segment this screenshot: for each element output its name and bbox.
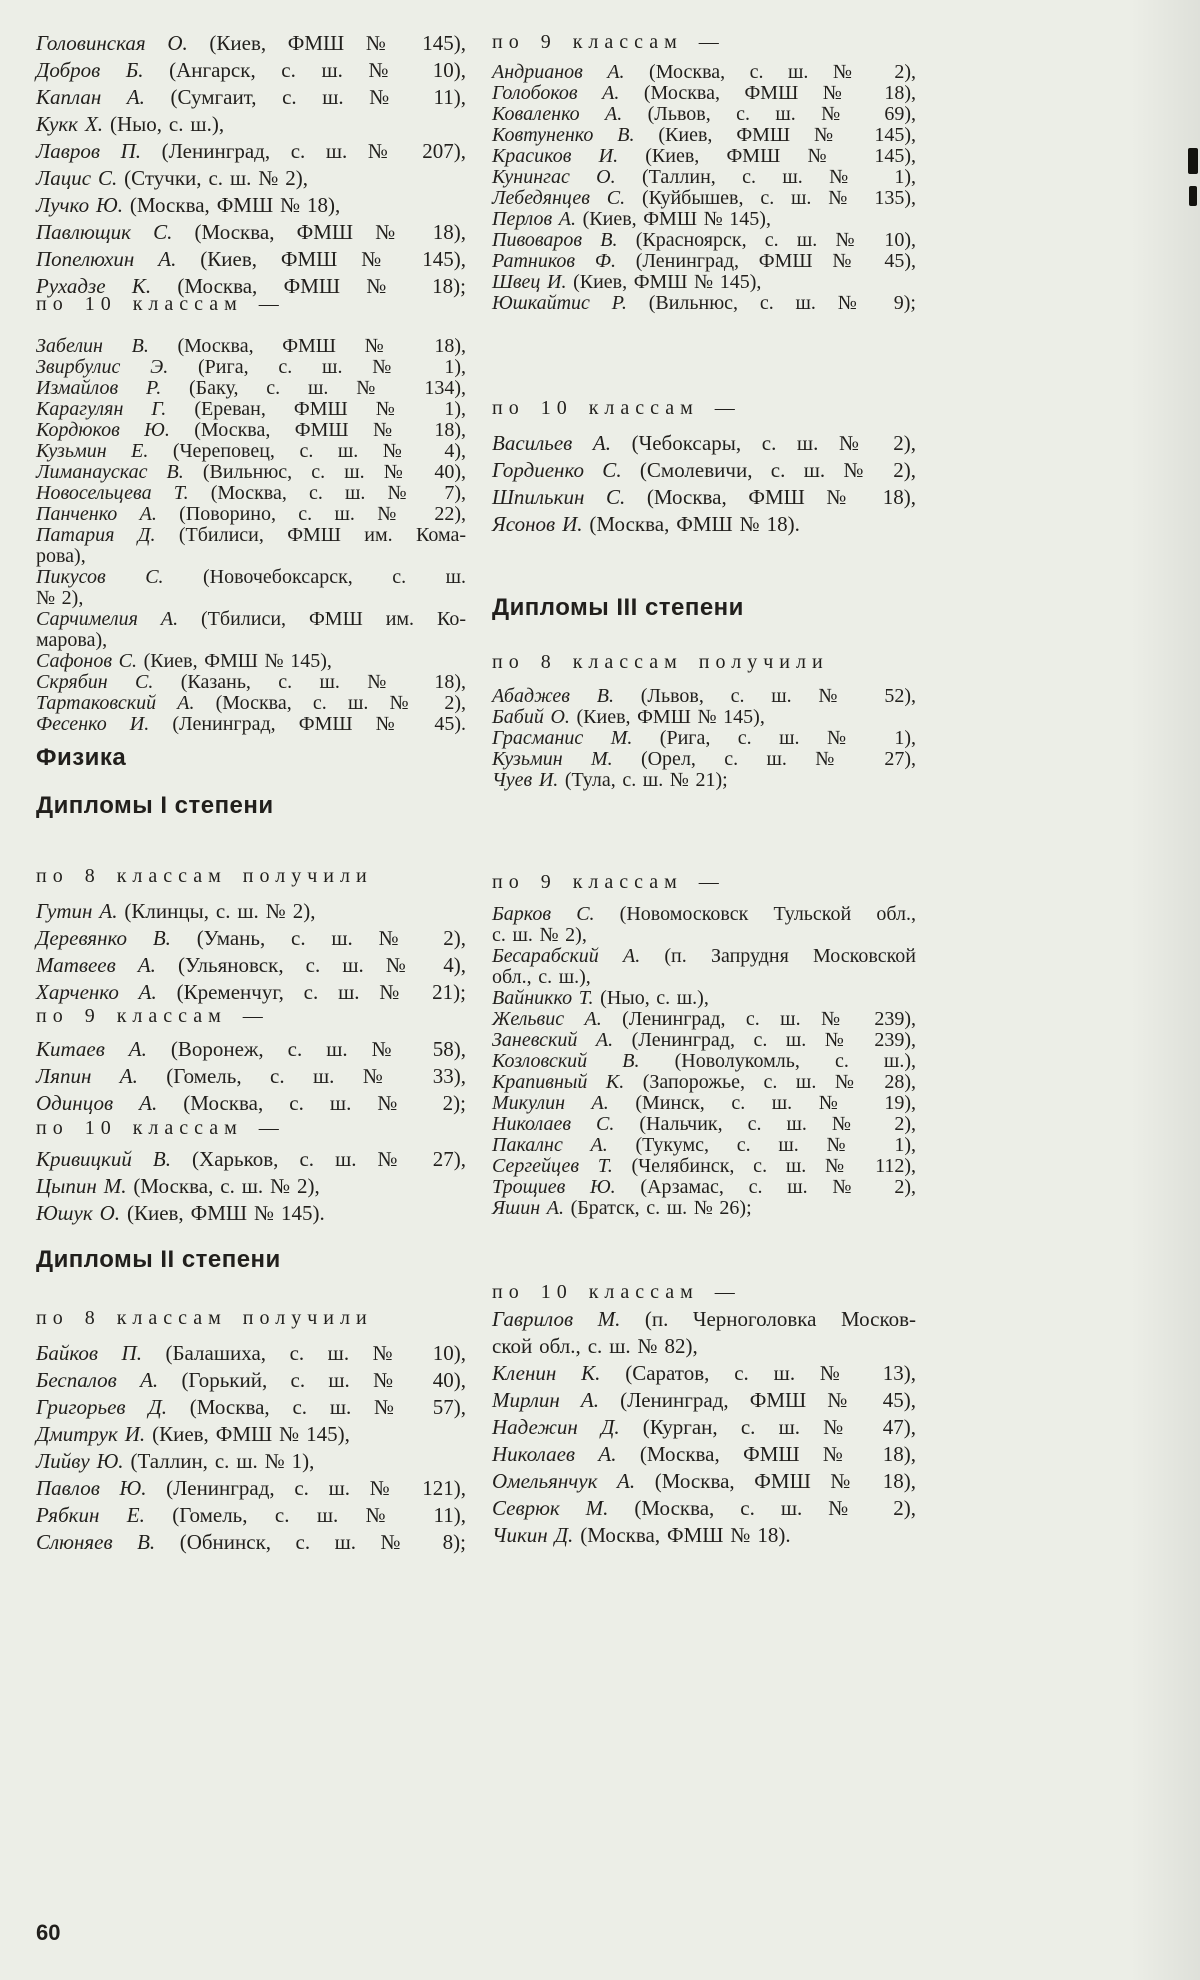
entry-line: Севрюк М. (Москва, с. ш. № 2), [492, 1496, 916, 1520]
entry-surname: Фесенко И. [36, 713, 150, 735]
scan-artifact-mark [1188, 148, 1198, 174]
entry-surname: Козловский В. [492, 1050, 640, 1072]
label-d3-grade8: по 8 классам получили [492, 651, 829, 673]
entry-line: Чикин Д. (Москва, ФМШ № 18). [492, 1523, 791, 1547]
entry-surname: Абаджев В. [492, 685, 614, 707]
entry-line: Красиков И. (Киев, ФМШ № 145), [492, 145, 916, 167]
entry-surname: Микулин А. [492, 1092, 609, 1114]
entry-surname: Рухадзе К. [36, 274, 152, 298]
entry-line: Патария Д. (Тбилиси, ФМШ им. Кома- [36, 524, 466, 546]
entry-surname: Китаев А. [36, 1037, 147, 1061]
label-d1-grade9: по 9 классам — [36, 1005, 269, 1027]
entry-surname: Кривицкий В. [36, 1147, 172, 1171]
entry-surname: Лийву Ю. [36, 1449, 124, 1473]
entry-surname: Голобоков А. [492, 82, 620, 104]
entry-line-continuation: обл., с. ш.), [492, 966, 591, 988]
heading-diploma-1: Дипломы I степени [36, 792, 274, 819]
entry-line: Беспалов А. (Горький, с. ш. № 40), [36, 1368, 467, 1392]
entry-surname: Ратников Ф. [492, 250, 616, 272]
entry-surname: Лацис С. [36, 166, 118, 190]
entry-line: Бесарабский А. (п. Запрудня Московской [492, 945, 916, 967]
entry-line: Швец И. (Киев, ФМШ № 145), [492, 271, 762, 293]
entry-line: Абаджев В. (Львов, с. ш. № 52), [492, 685, 916, 707]
entry-line: Грасманис М. (Рига, с. ш. № 1), [492, 727, 916, 749]
entry-line: Микулин А. (Минск, с. ш. № 19), [492, 1092, 916, 1114]
entry-surname: Гаврилов М. [492, 1307, 621, 1331]
entry-surname: Деревянко В. [36, 926, 171, 950]
entry-line: Пикусов С. (Новочебоксарск, с. ш. [36, 566, 466, 588]
entry-surname: Шпилькин С. [492, 485, 626, 509]
entry-surname: Григорьев Д. [36, 1395, 167, 1419]
entry-surname: Юшук О. [36, 1201, 121, 1225]
entry-surname: Забелин В. [36, 335, 149, 357]
entry-line: Байков П. (Балашиха, с. ш. № 10), [36, 1341, 466, 1365]
entry-surname: Николаев А. [492, 1442, 617, 1466]
entry-surname: Дмитрук И. [36, 1422, 146, 1446]
entry-surname: Васильев А. [492, 431, 611, 455]
entry-line: Кукк Х. (Ныо, с. ш.), [36, 112, 225, 136]
entry-surname: Лучко Ю. [36, 193, 123, 217]
entry-line: Одинцов А. (Москва, с. ш. № 2); [36, 1091, 466, 1115]
entry-line: Фесенко И. (Ленинград, ФМШ № 45). [36, 713, 466, 735]
entry-line: Рябкин Е. (Гомель, с. ш. № 11), [36, 1503, 466, 1527]
entry-surname: Новосельцева Т. [36, 482, 189, 504]
entry-line: Пакалнс А. (Тукумс, с. ш. № 1), [492, 1134, 916, 1156]
entry-line-continuation: с. ш. № 2), [492, 924, 587, 946]
entry-surname: Гутин А. [36, 899, 118, 923]
entry-surname: Головинская О. [36, 31, 188, 55]
entry-line: Павлов Ю. (Ленинград, с. ш. № 121), [36, 1476, 467, 1500]
entry-line: Кривицкий В. (Харьков, с. ш. № 27), [36, 1147, 466, 1171]
entry-line: Ратников Ф. (Ленинград, ФМШ № 45), [492, 250, 917, 272]
entry-line: Лиманаускас В. (Вильнюс, с. ш. № 40), [36, 461, 466, 483]
entry-surname: Кузьмин М. [492, 748, 613, 770]
entry-surname: Мирлин А. [492, 1388, 599, 1412]
list-d2-grade9 [492, 62, 916, 314]
entry-surname: Павлющик С. [36, 220, 173, 244]
entry-line: Николаев С. (Нальчик, с. ш. № 2), [492, 1113, 916, 1135]
entry-surname: Юшкайтис Р. [492, 292, 627, 314]
entry-surname: Пакалнс А. [492, 1134, 608, 1156]
entry-surname: Добров Б. [36, 58, 144, 82]
entry-line: Григорьев Д. (Москва, с. ш. № 57), [36, 1395, 466, 1419]
entry-line: Кунингас О. (Таллин, с. ш. № 1), [492, 166, 916, 188]
label-d2-grade9: по 9 классам — [492, 31, 725, 53]
entry-surname: Кукк Х. [36, 112, 104, 136]
entry-surname: Пикусов С. [36, 566, 164, 588]
list-d2-grade8 [36, 1340, 466, 1556]
entry-surname: Жельвис А. [492, 1008, 602, 1030]
entry-surname: Перлов А. [492, 208, 577, 230]
list-grade10-math [36, 336, 466, 735]
entry-surname: Одинцов А. [36, 1091, 158, 1115]
entry-surname: Кунингас О. [492, 166, 616, 188]
entry-surname: Измайлов Р. [36, 377, 162, 399]
entry-line: Забелин В. (Москва, ФМШ № 18), [36, 335, 466, 357]
entry-surname: Лебедянцев С. [492, 187, 626, 209]
entry-surname: Цыпин М. [36, 1174, 127, 1198]
entry-line: Карагулян Г. (Ереван, ФМШ № 1), [36, 398, 466, 420]
entry-surname: Звирбулис Э. [36, 356, 169, 378]
label-d3-grade9: по 9 классам — [492, 871, 725, 893]
entry-surname: Скрябин С. [36, 671, 154, 693]
entry-line: Харченко А. (Кременчуг, с. ш. № 21); [36, 980, 467, 1004]
entry-surname: Сергейцев Т. [492, 1155, 613, 1177]
entry-surname: Слюняев В. [36, 1530, 156, 1554]
list-d2-grade10 [492, 430, 916, 538]
entry-line-continuation: № 2), [36, 587, 84, 609]
entry-line: Бабий О. (Киев, ФМШ № 145), [492, 706, 765, 728]
entry-line: Рухадзе К. (Москва, ФМШ № 18); [36, 274, 466, 298]
entry-line: Чуев И. (Тула, с. ш. № 21); [492, 769, 728, 791]
entry-line: Голобоков А. (Москва, ФМШ № 18), [492, 82, 916, 104]
page-number: 60 [36, 1920, 61, 1945]
entry-line: Кордюков Ю. (Москва, ФМШ № 18), [36, 419, 466, 441]
entry-line: Заневский А. (Ленинград, с. ш. № 239), [492, 1029, 916, 1051]
entry-surname: Надежин Д. [492, 1415, 620, 1439]
entry-surname: Тартаковский А. [36, 692, 195, 714]
entry-surname: Омельянчук А. [492, 1469, 636, 1493]
entry-line: Сарчимелия А. (Тбилиси, ФМШ им. Ко- [36, 608, 466, 630]
entry-surname: Яшин А. [492, 1197, 564, 1219]
entry-surname: Байков П. [36, 1341, 142, 1365]
entry-line: Васильев А. (Чебоксары, с. ш. № 2), [492, 431, 916, 455]
entry-line: Кленин К. (Саратов, с. ш. № 13), [492, 1361, 916, 1385]
entry-surname: Грасманис М. [492, 727, 633, 749]
entry-line: Крапивный К. (Запорожье, с. ш. № 28), [492, 1071, 916, 1093]
entry-surname: Карагулян Г. [36, 398, 167, 420]
list-d1-grade10 [36, 1146, 466, 1227]
entry-surname: Андрианов А. [492, 61, 625, 83]
label-d2-grade8: по 8 классам получили [36, 1307, 373, 1329]
entry-line: Павлющик С. (Москва, ФМШ № 18), [36, 220, 466, 244]
entry-line: Кузьмин Е. (Череповец, с. ш. № 4), [36, 440, 466, 462]
entry-surname: Крапивный К. [492, 1071, 625, 1093]
entry-surname: Чуев И. [492, 769, 559, 791]
entry-line: Попелюхин А. (Киев, ФМШ № 145), [36, 247, 467, 271]
heading-diploma-3: Дипломы III степени [492, 594, 744, 621]
entry-line-continuation: марова), [36, 629, 108, 651]
entry-line: Тартаковский А. (Москва, с. ш. № 2), [36, 692, 466, 714]
entry-line: Николаев А. (Москва, ФМШ № 18), [492, 1442, 916, 1466]
entry-surname: Каплан А. [36, 85, 145, 109]
entry-line: Лийву Ю. (Таллин, с. ш. № 1), [36, 1449, 315, 1473]
entry-line: Лебедянцев С. (Куйбышев, с. ш. № 135), [492, 187, 916, 209]
list-d3-grade10 [492, 1306, 916, 1549]
entry-surname: Ковтуненко В. [492, 124, 635, 146]
entry-surname: Рябкин Е. [36, 1503, 145, 1527]
entry-surname: Харченко А. [36, 980, 157, 1004]
entry-surname: Сарчимелия А. [36, 608, 179, 630]
entry-surname: Панченко А. [36, 503, 157, 525]
label-d2-grade10: по 10 классам — [492, 397, 741, 419]
entry-line: Гаврилов М. (п. Черноголовка Москов- [492, 1307, 916, 1331]
entry-surname: Сафонов С. [36, 650, 137, 672]
entry-line: Слюняев В. (Обнинск, с. ш. № 8); [36, 1530, 466, 1554]
entry-line: Андрианов А. (Москва, с. ш. № 2), [492, 61, 916, 83]
entry-surname: Николаев С. [492, 1113, 615, 1135]
label-grade10: по 10 классам — [36, 293, 285, 315]
entry-surname: Швец И. [492, 271, 567, 293]
entry-line: Сафонов С. (Киев, ФМШ № 145), [36, 650, 332, 672]
entry-line: Ляпин А. (Гомель, с. ш. № 33), [36, 1064, 466, 1088]
heading-diploma-2: Дипломы II степени [36, 1246, 281, 1273]
entry-surname: Бабий О. [492, 706, 570, 728]
heading-physics: Физика [36, 744, 127, 771]
entry-line: Дмитрук И. (Киев, ФМШ № 145), [36, 1422, 350, 1446]
entry-surname: Беспалов А. [36, 1368, 159, 1392]
entry-surname: Лавров П. [36, 139, 141, 163]
entry-surname: Заневский А. [492, 1029, 614, 1051]
list-d3-grade9 [492, 904, 916, 1219]
entry-surname: Патария Д. [36, 524, 156, 546]
entry-line: Надежин Д. (Курган, с. ш. № 47), [492, 1415, 916, 1439]
entry-line: Лавров П. (Ленинград, с. ш. № 207), [36, 139, 466, 163]
entry-surname: Кузьмин Е. [36, 440, 149, 462]
entry-line: Козловский В. (Новолукомль, с. ш.), [492, 1050, 916, 1072]
entry-line: Ясонов И. (Москва, ФМШ № 18). [492, 512, 800, 536]
entry-line: Деревянко В. (Умань, с. ш. № 2), [36, 926, 466, 950]
entry-line: Юшук О. (Киев, ФМШ № 145). [36, 1201, 325, 1225]
label-d1-grade10: по 10 классам — [36, 1117, 285, 1139]
entry-line: Шпилькин С. (Москва, ФМШ № 18), [492, 485, 916, 509]
entry-surname: Гордиенко С. [492, 458, 622, 482]
entry-line: Гордиенко С. (Смолевичи, с. ш. № 2), [492, 458, 917, 482]
entry-line: Ковтуненко В. (Киев, ФМШ № 145), [492, 124, 916, 146]
entry-surname: Ляпин А. [36, 1064, 138, 1088]
entry-line: Перлов А. (Киев, ФМШ № 145), [492, 208, 771, 230]
list-d1-grade8 [36, 898, 466, 1006]
entry-surname: Вайникко Т. [492, 987, 594, 1009]
scan-artifact-mark [1189, 186, 1197, 206]
list-grade9-continued [36, 30, 466, 300]
entry-line: Добров Б. (Ангарск, с. ш. № 10), [36, 58, 467, 82]
entry-surname: Павлов Ю. [36, 1476, 147, 1500]
entry-line: Трощиев Ю. (Арзамас, с. ш. № 2), [492, 1176, 917, 1198]
entry-surname: Коваленко А. [492, 103, 623, 125]
entry-line-continuation: рова), [36, 545, 86, 567]
entry-line: Яшин А. (Братск, с. ш. № 26); [492, 1197, 752, 1219]
entry-line: Пивоваров В. (Красноярск, с. ш. № 10), [492, 229, 917, 251]
entry-line: Китаев А. (Воронеж, с. ш. № 58), [36, 1037, 466, 1061]
entry-line: Лучко Ю. (Москва, ФМШ № 18), [36, 193, 341, 217]
entry-surname: Ясонов И. [492, 512, 583, 536]
entry-line: Скрябин С. (Казань, с. ш. № 18), [36, 671, 467, 693]
entry-line: Лацис С. (Стучки, с. ш. № 2), [36, 166, 309, 190]
entry-surname: Попелюхин А. [36, 247, 177, 271]
entry-line: Мирлин А. (Ленинград, ФМШ № 45), [492, 1388, 916, 1412]
list-d1-grade9 [36, 1036, 466, 1117]
entry-surname: Барков С. [492, 903, 595, 925]
entry-line: Барков С. (Новомосковск Тульской обл., [492, 903, 916, 925]
entry-surname: Пивоваров В. [492, 229, 618, 251]
label-d1-grade8: по 8 классам получили [36, 865, 373, 887]
entry-line: Вайникко Т. (Ныо, с. ш.), [492, 987, 709, 1009]
entry-line: Новосельцева Т. (Москва, с. ш. № 7), [36, 482, 466, 504]
entry-line: Каплан А. (Сумгаит, с. ш. № 11), [36, 85, 466, 109]
entry-line: Панченко А. (Поворино, с. ш. № 22), [36, 503, 466, 525]
list-d3-grade8 [492, 686, 916, 791]
entry-surname: Красиков И. [492, 145, 619, 167]
entry-surname: Севрюк М. [492, 1496, 609, 1520]
entry-surname: Кордюков Ю. [36, 419, 170, 441]
entry-surname: Бесарабский А. [492, 945, 641, 967]
entry-surname: Матвеев А. [36, 953, 156, 977]
entry-surname: Трощиев Ю. [492, 1176, 616, 1198]
entry-line: Головинская О. (Киев, ФМШ № 145), [36, 31, 466, 55]
entry-line: Гутин А. (Клинцы, с. ш. № 2), [36, 899, 316, 923]
entry-surname: Лиманаускас В. [36, 461, 184, 483]
entry-surname: Кленин К. [492, 1361, 601, 1385]
entry-line: Омельянчук А. (Москва, ФМШ № 18), [492, 1469, 916, 1493]
entry-surname: Чикин Д. [492, 1523, 574, 1547]
entry-line: Измайлов Р. (Баку, с. ш. № 134), [36, 377, 466, 399]
entry-line: Цыпин М. (Москва, с. ш. № 2), [36, 1174, 320, 1198]
entry-line: Жельвис А. (Ленинград, с. ш. № 239), [492, 1008, 916, 1030]
entry-line: Кузьмин М. (Орел, с. ш. № 27), [492, 748, 916, 770]
label-d3-grade10: по 10 классам — [492, 1281, 741, 1303]
entry-line: Коваленко А. (Львов, с. ш. № 69), [492, 103, 916, 125]
entry-line-continuation: ской обл., с. ш. № 82), [492, 1334, 698, 1358]
entry-line: Матвеев А. (Ульяновск, с. ш. № 4), [36, 953, 466, 977]
entry-line: Сергейцев Т. (Челябинск, с. ш. № 112), [492, 1155, 916, 1177]
entry-line: Юшкайтис Р. (Вильнюс, с. ш. № 9); [492, 292, 916, 314]
entry-line: Звирбулис Э. (Рига, с. ш. № 1), [36, 356, 466, 378]
